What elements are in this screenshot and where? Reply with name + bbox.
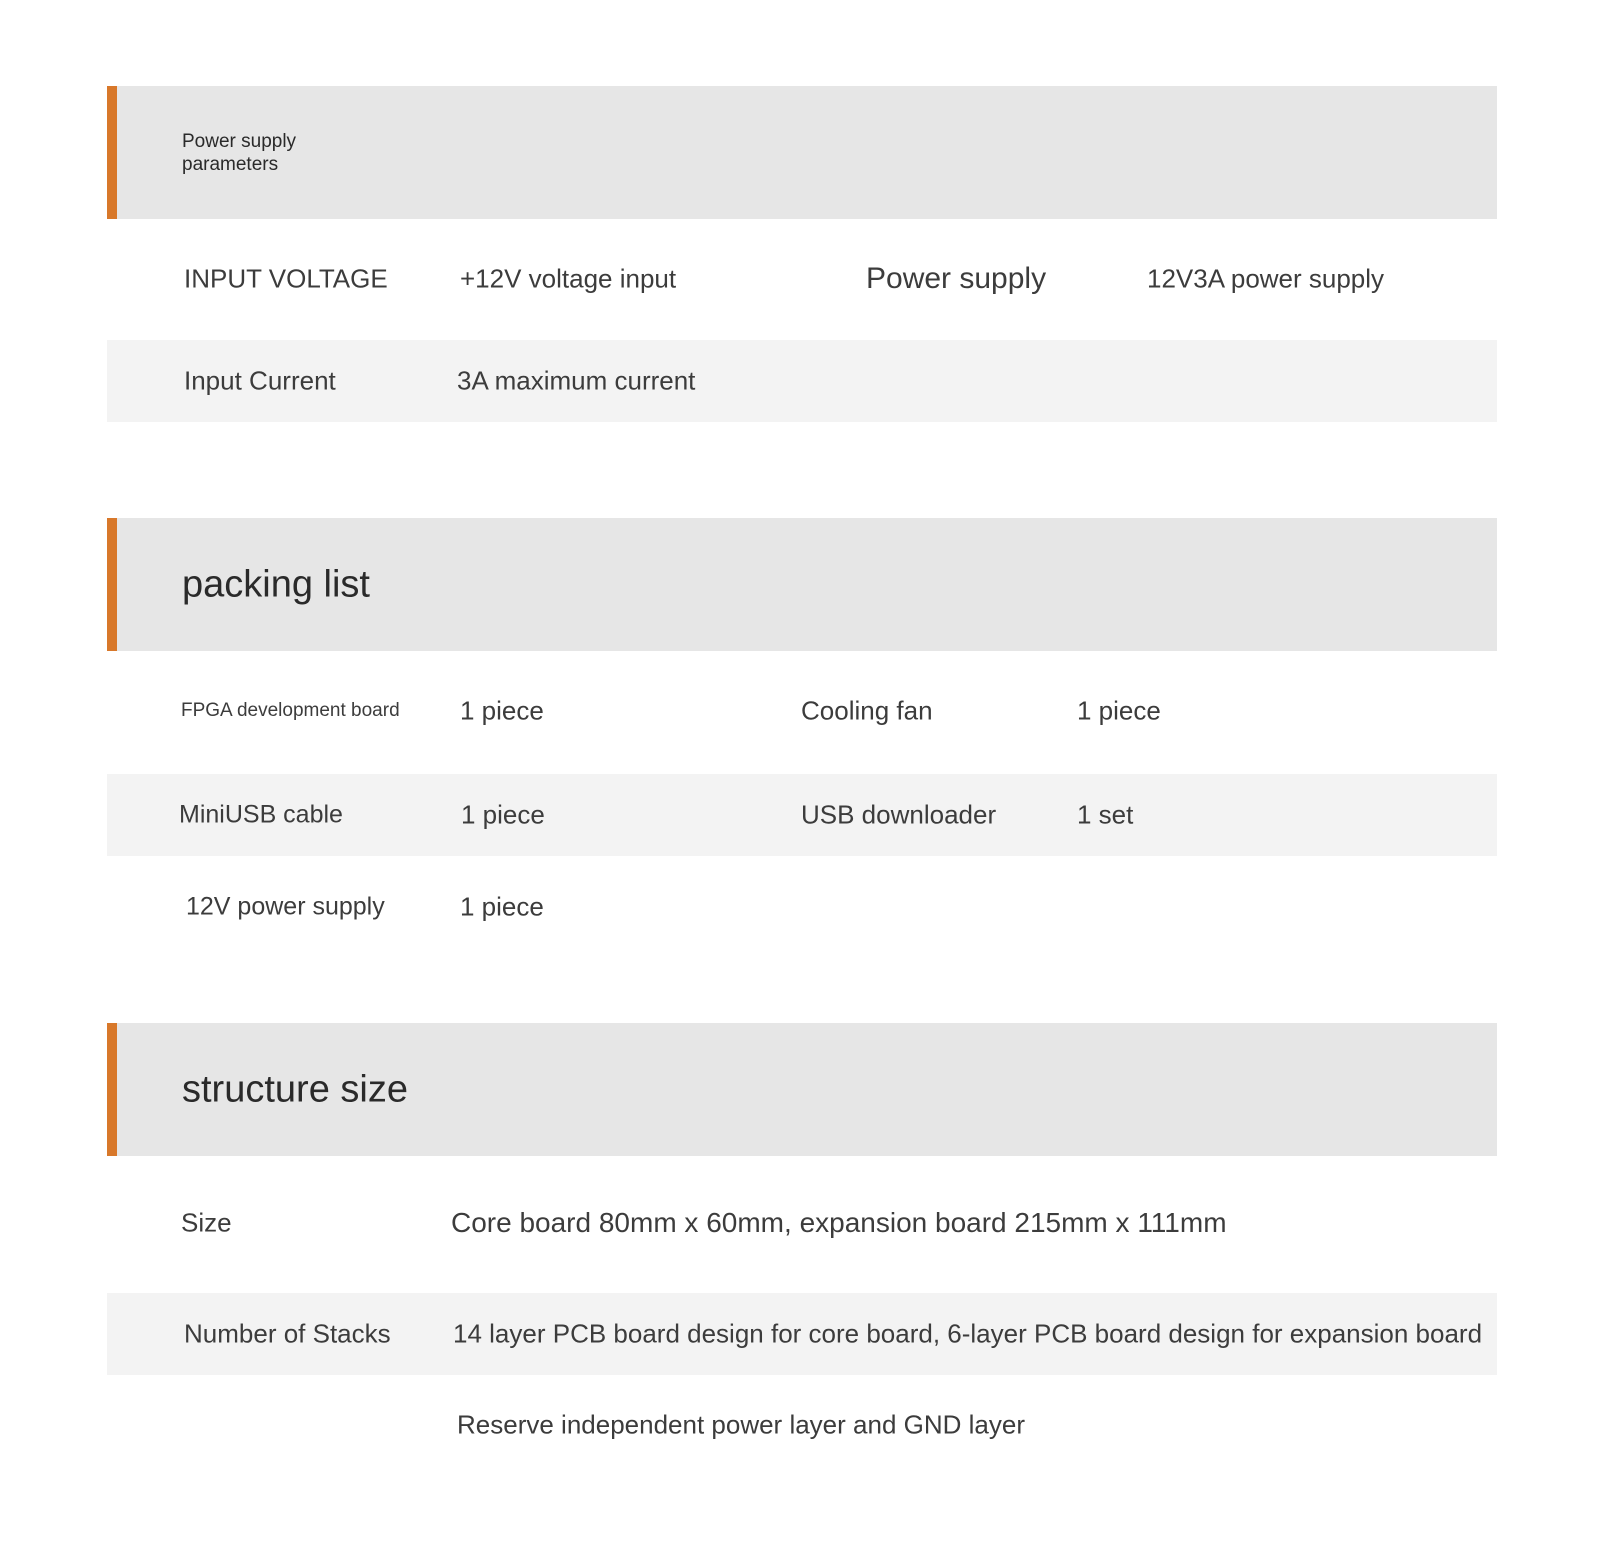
param-label: INPUT VOLTAGE: [184, 263, 388, 294]
accent-bar: [107, 518, 117, 651]
table-row: [107, 866, 1497, 948]
param-value-secondary: 12V3A power supply: [1147, 263, 1385, 294]
param-value: 3A maximum current: [457, 365, 696, 396]
spec-value: Core board 80mm x 60mm, expansion board 215mm x 111mm: [451, 1207, 1227, 1238]
item-label: MiniUSB cable: [179, 800, 343, 829]
item-quantity-secondary: 1 piece: [1077, 695, 1161, 726]
spec-value: Reserve independent power layer and GND layer: [457, 1409, 1025, 1440]
table-row: [107, 1384, 1497, 1466]
accent-bar: [107, 86, 117, 219]
spec-label: Number of Stacks: [184, 1318, 391, 1349]
table-row: [107, 1182, 1497, 1264]
item-quantity-secondary: 1 set: [1077, 799, 1134, 830]
item-label-secondary: USB downloader: [801, 799, 997, 830]
section-header-power-supply: [107, 86, 1497, 219]
section-title: structure size: [182, 1068, 408, 1110]
item-label: FPGA development board: [181, 700, 400, 721]
param-value: +12V voltage input: [460, 263, 677, 294]
table-row: [107, 238, 1497, 320]
table-row: [107, 670, 1497, 752]
table-row: [107, 1293, 1497, 1375]
item-quantity: 1 piece: [460, 891, 544, 922]
section-title: Power supply parameters: [182, 130, 297, 175]
item-label-secondary: Cooling fan: [801, 695, 933, 726]
table-row: [107, 340, 1497, 422]
table-row: [107, 774, 1497, 856]
accent-bar: [107, 1023, 117, 1156]
spec-value: 14 layer PCB board design for core board, 6-layer PCB board design for expansion board: [453, 1318, 1483, 1349]
section-header-structure-size: [107, 1023, 1497, 1156]
section-title: packing list: [182, 563, 370, 605]
param-label: Input Current: [184, 365, 336, 396]
section-header-packing-list: [107, 518, 1497, 651]
item-label: 12V power supply: [186, 892, 385, 921]
item-quantity: 1 piece: [461, 799, 545, 830]
spec-label: Size: [181, 1207, 232, 1238]
item-quantity: 1 piece: [460, 695, 544, 726]
param-label-secondary: Power supply: [866, 262, 1047, 295]
